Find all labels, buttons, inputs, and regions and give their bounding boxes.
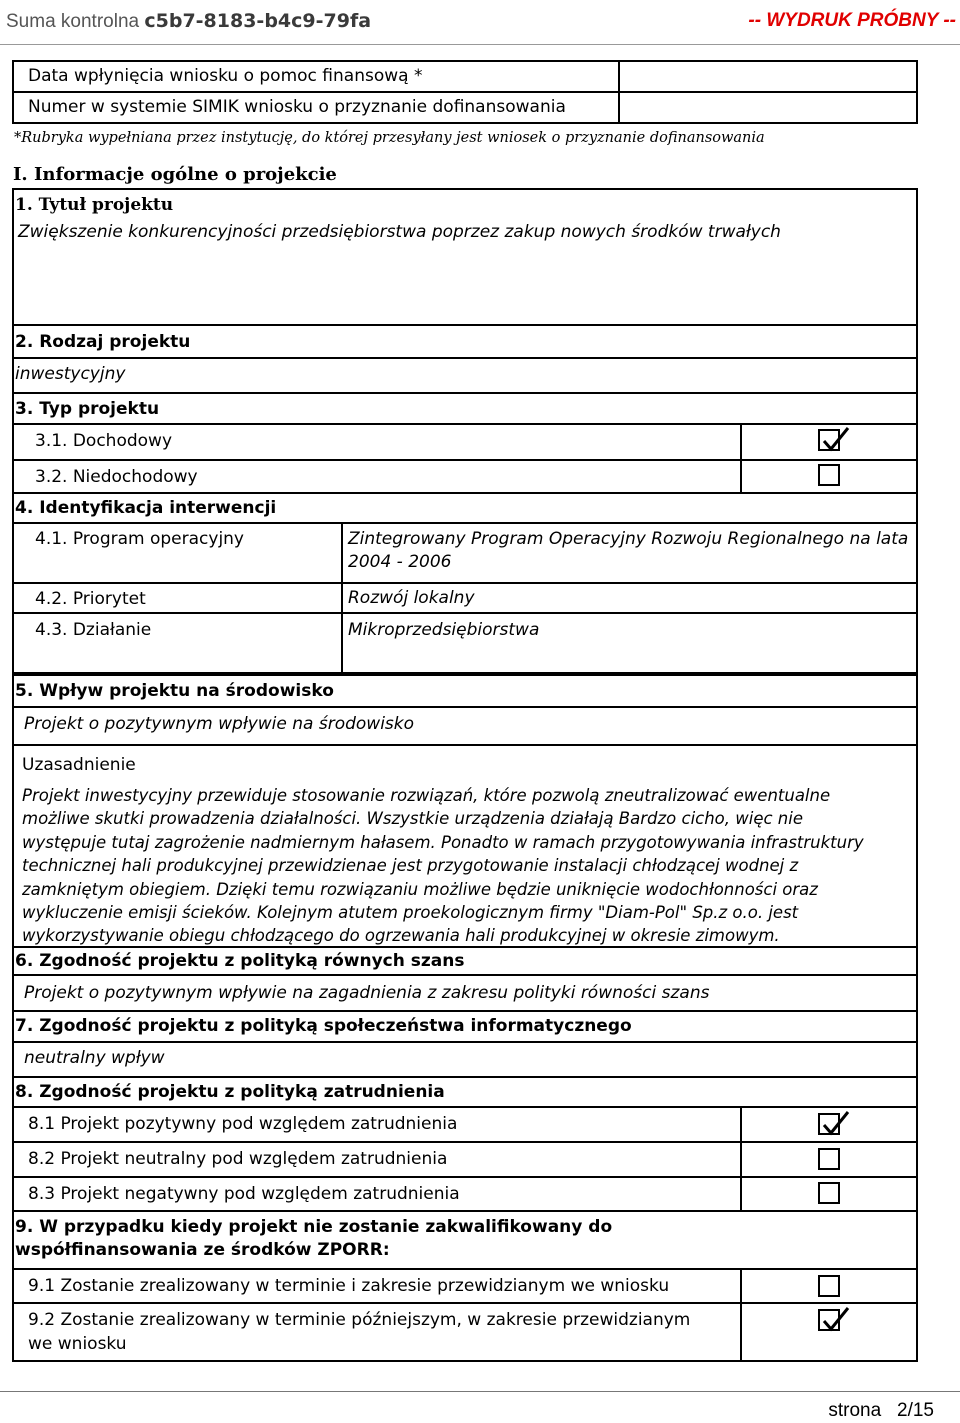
justification-line: zamkniętym obiegiem. Dzięki temu rozwiązaniu możliwe będzie uniknięcie wodochłonności oraz <box>22 879 818 899</box>
intake-footnote: *Rubryka wypełniana przez instytucję, do której przesyłany jest wniosek o przyznanie dofinansowania <box>14 130 765 146</box>
employment-divider-2 <box>12 1141 918 1143</box>
checkmark-icon <box>822 1305 852 1335</box>
cofinancing-col-divider <box>740 1268 742 1362</box>
intervention-priority-value: Rozwój lokalny <box>348 588 475 608</box>
type-option-label: 3.2. Niedochodowy <box>35 467 198 487</box>
project-type-col-divider <box>740 423 742 494</box>
type-option-label: 3.1. Dochodowy <box>35 431 173 451</box>
type-niedochodowy-checkbox[interactable] <box>818 464 840 486</box>
employment-option-label: 8.1 Projekt pozytywny pod względem zatrudnienia <box>28 1114 458 1134</box>
cofinancing-label: 9. W przypadku kiedy projekt nie zostanie zakwalifikowany do <box>15 1217 613 1237</box>
employment-col-divider <box>740 1106 742 1212</box>
justification-text <box>22 784 912 948</box>
environment-label: 5. Wpływ projektu na środowisko <box>15 681 334 701</box>
info-society-label: 7. Zgodność projektu z polityką społeczeństwa informatycznego <box>15 1016 632 1036</box>
intake-col-divider <box>618 60 620 124</box>
info-society-value: neutralny wpływ <box>24 1048 165 1068</box>
employment-divider-3 <box>12 1176 918 1178</box>
equal-opportunities-value: Projekt o pozytywnym wpływie na zagadnienia z zakresu polityki równości szans <box>24 983 710 1003</box>
employment-divider <box>12 1106 918 1108</box>
received-date-label: Data wpłynięcia wniosku o pomoc finansową * <box>28 66 423 86</box>
employment-neutral-checkbox[interactable] <box>818 1148 840 1170</box>
checksum-text <box>6 10 371 33</box>
justification-label: Uzasadnienie <box>22 755 136 775</box>
equal-opportunities-label: 6. Zgodność projektu z polityką równych szans <box>15 951 465 971</box>
intervention-priority-label: 4.2. Priorytet <box>35 589 146 609</box>
checksum-label: Suma kontrolna <box>6 11 140 32</box>
header-divider <box>0 44 960 45</box>
cofinancing-later-checkbox[interactable] <box>818 1309 840 1331</box>
project-type-divider <box>12 423 918 425</box>
intervention-action-label: 4.3. Działanie <box>35 620 152 640</box>
checkmark-icon <box>822 425 852 455</box>
footer-divider <box>0 1391 960 1392</box>
environment-divider <box>12 706 918 708</box>
cofinancing-option-label: 9.1 Zostanie zrealizowany w terminie i zakresie przewidzianym we wniosku <box>28 1276 670 1296</box>
intervention-divider-2 <box>12 582 918 584</box>
checkmark-icon <box>822 1109 852 1139</box>
draft-print-label: -- WYDRUK PRÓBNY -- <box>748 10 956 31</box>
justification-line: występuje tutaj zagrożenie nadmiernym hałasem. Ponadto w ramach przygotowywania infrastruktury <box>22 832 864 852</box>
justification-line: Projekt inwestycyjny przewiduje stosowanie rozwiązań, które pozwolą zneutralizować ewentualne <box>22 786 831 805</box>
justification-line: możliwe skutki prowadzenia działalności. Wszystkie urządzenia działają Bardzo cicho, więc nie <box>22 809 804 829</box>
intervention-divider <box>12 522 918 524</box>
project-type-divider-2 <box>12 459 918 461</box>
page-label: strona <box>828 1400 882 1421</box>
intervention-divider-3 <box>12 612 918 614</box>
page-header <box>6 6 956 36</box>
justification-line: wykluczenie emisji ścieków. Kolejnym atutem proekologicznym firmy "Diam-Pol" Sp.z o.o. jest <box>22 903 799 923</box>
justification-line: technicznej hali produkcyjnej przewidzienae jest przygotowanie instalacji chłodzącej wodnej z <box>22 856 799 876</box>
section-heading: I. Informacje ogólne o projekcie <box>13 164 337 185</box>
environment-value: Projekt o pozytywnym wpływie na środowisko <box>24 714 415 734</box>
employment-label: 8. Zgodność projektu z polityką zatrudnienia <box>15 1082 445 1102</box>
equal-opportunities-divider <box>12 974 918 976</box>
intake-row-divider <box>12 91 918 93</box>
intervention-col-divider <box>341 522 343 674</box>
employment-positive-checkbox[interactable] <box>818 1113 840 1135</box>
justification-line: wykorzystywanie obiegu chłodzącego do ogrzewania hali produkcyjnej w okresie zimowym. <box>22 926 780 946</box>
intervention-label: 4. Identyfikacja interwencji <box>15 498 277 518</box>
cofinancing-divider <box>12 1268 918 1270</box>
cofinancing-ontime-checkbox[interactable] <box>818 1275 840 1297</box>
project-kind-divider <box>12 357 918 359</box>
checksum-value: c5b7-8183-b4c9-79fa <box>144 10 372 32</box>
cofinancing-option-label-2: we wniosku <box>28 1334 127 1354</box>
page-number-value: 2/15 <box>897 1400 934 1421</box>
employment-negative-checkbox[interactable] <box>818 1182 840 1204</box>
info-society-divider <box>12 1041 918 1043</box>
project-kind-value: inwestycyjny <box>15 364 126 384</box>
cofinancing-divider-2 <box>12 1302 918 1304</box>
intervention-program-label: 4.1. Program operacyjny <box>35 529 244 549</box>
project-kind-label: 2. Rodzaj projektu <box>15 332 191 352</box>
simik-number-label: Numer w systemie SIMIK wniosku o przyznanie dofinansowania <box>28 97 566 117</box>
intervention-program-value: Zintegrowany Program Operacyjny Rozwoju Regionalnego na lata <box>348 529 909 549</box>
project-title-label: 1. Tytuł projektu <box>15 195 174 215</box>
type-dochodowy-checkbox[interactable] <box>818 429 840 451</box>
cofinancing-option-label: 9.2 Zostanie zrealizowany w terminie późniejszym, w zakresie przewidzianym <box>28 1310 691 1330</box>
project-title-value: Zwiększenie konkurencyjności przedsiębiorstwa poprzez zakup nowych środków trwałych <box>18 222 781 242</box>
project-type-label: 3. Typ projektu <box>15 399 160 419</box>
employment-option-label: 8.3 Projekt negatywny pod względem zatrudnienia <box>28 1184 460 1204</box>
employment-option-label: 8.2 Projekt neutralny pod względem zatrudnienia <box>28 1149 448 1169</box>
intervention-action-value: Mikroprzedsiębiorstwa <box>348 620 540 640</box>
page-number <box>828 1400 934 1422</box>
cofinancing-label-2: współfinansowania ze środków ZPORR: <box>15 1240 390 1260</box>
intervention-program-value-2: 2004 - 2006 <box>348 552 452 572</box>
